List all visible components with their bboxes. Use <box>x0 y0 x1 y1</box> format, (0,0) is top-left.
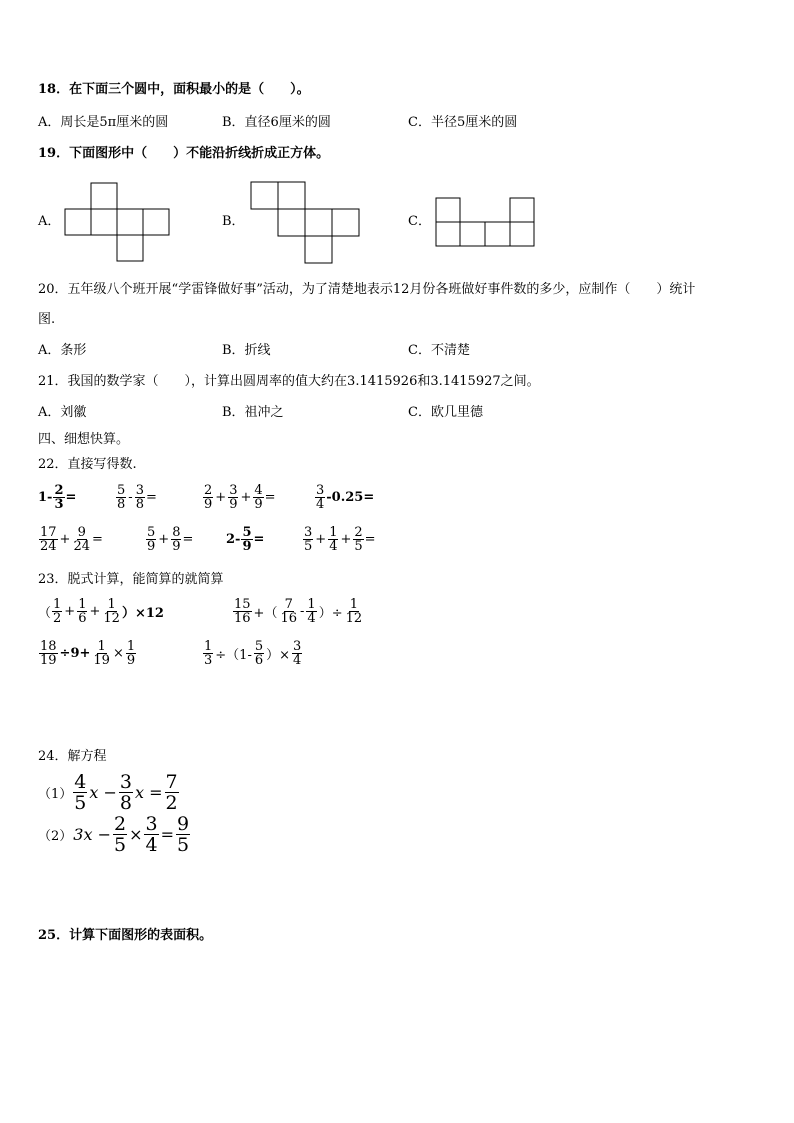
q21-option-c[interactable]: C．欧几里德 <box>408 405 483 420</box>
q22-expr-6: $\frac{5}{9}$ + $\frac{8}{9}$ = <box>147 525 194 554</box>
q24-equation-2: （2） 3x − $\frac{2}{5}$ × $\frac{3}{4}$ = $\frac{9}{5}$ <box>38 813 190 856</box>
q18-stem: 18．在下面三个圆中，面积最小的是（ ）。 <box>38 82 310 97</box>
q23-expr-2: $\frac{15}{16}$ +（ $\frac{7}{16}$ - $\frac{1}{4}$ ）÷ $\frac{1}{12}$ <box>234 597 363 626</box>
q20-stem-line1: 20．五年级八个班开展“学雷锋做好事”活动，为了清楚地表示12月份各班做好事件数的多少，应制作（ ）统计 <box>38 282 696 297</box>
q18-option-a[interactable]: A．周长是5π厘米的圆 <box>38 115 169 130</box>
q22-expr-4: $\frac{3}{4}$ -0.25= <box>316 483 375 512</box>
cube-net-a <box>64 182 174 262</box>
q19-label-b[interactable]: B． <box>222 214 245 229</box>
q22-expr-7: 2- $\frac{5}{9}$ = <box>226 525 265 554</box>
q23-stem: 23．脱式计算，能简算的就简算 <box>38 572 224 587</box>
q21-stem: 21．我国的数学家（ ），计算出圆周率的值大约在3.1415926和3.1415927之间。 <box>38 374 540 389</box>
q25-stem: 25．计算下面图形的表面积。 <box>38 928 213 943</box>
q22-expr-3: $\frac{2}{9}$ + $\frac{3}{9}$ + $\frac{4}{9}$ = <box>204 483 276 512</box>
q23-expr-4: $\frac{1}{3}$ ÷（1- $\frac{5}{6}$ ）× $\frac{3}{4}$ <box>204 639 302 668</box>
q23-expr-3: $\frac{18}{19}$ ÷9+ $\frac{1}{19}$ × $\frac{1}{9}$ <box>40 639 136 668</box>
q20-option-c[interactable]: C．不清楚 <box>408 343 470 358</box>
q18-option-b[interactable]: B．直径6厘米的圆 <box>222 115 331 130</box>
q22-stem: 22．直接写得数. <box>38 457 137 472</box>
q22-expr-5: $\frac{17}{24}$ + $\frac{9}{24}$ = <box>40 525 103 554</box>
q24-stem: 24．解方程 <box>38 749 107 764</box>
q19-label-a[interactable]: A． <box>38 214 61 229</box>
section-4-heading: 四、细想快算。 <box>38 432 130 447</box>
q18-option-c[interactable]: C．半径5厘米的圆 <box>408 115 518 130</box>
q23-expr-1: （ $\frac{1}{2}$ + $\frac{1}{6}$ + $\frac{1}{12}$ ）×12 <box>38 597 164 626</box>
q22-expr-1: 1- $\frac{2}{3}$ = <box>38 483 77 512</box>
q19-stem: 19．下面图形中（ ）不能沿折线折成正方体。 <box>38 146 330 161</box>
q21-option-a[interactable]: A．刘徽 <box>38 405 87 420</box>
cube-net-b <box>250 181 362 265</box>
q20-stem-line2: 图. <box>38 312 56 327</box>
q22-expr-2: $\frac{5}{8}$ - $\frac{3}{8}$ = <box>117 483 157 512</box>
q19-label-c[interactable]: C． <box>408 214 431 229</box>
q20-option-a[interactable]: A．条形 <box>38 343 87 358</box>
q22-expr-8: $\frac{3}{5}$ + $\frac{1}{4}$ + $\frac{2}{5}$ = <box>304 525 376 554</box>
q21-option-b[interactable]: B．祖冲之 <box>222 405 284 420</box>
q24-equation-1: （1） $\frac{4}{5}$ x − $\frac{3}{8}$ x = $\frac{7}{2}$ <box>38 771 178 814</box>
q20-option-b[interactable]: B．折线 <box>222 343 271 358</box>
cube-net-c <box>435 197 537 247</box>
